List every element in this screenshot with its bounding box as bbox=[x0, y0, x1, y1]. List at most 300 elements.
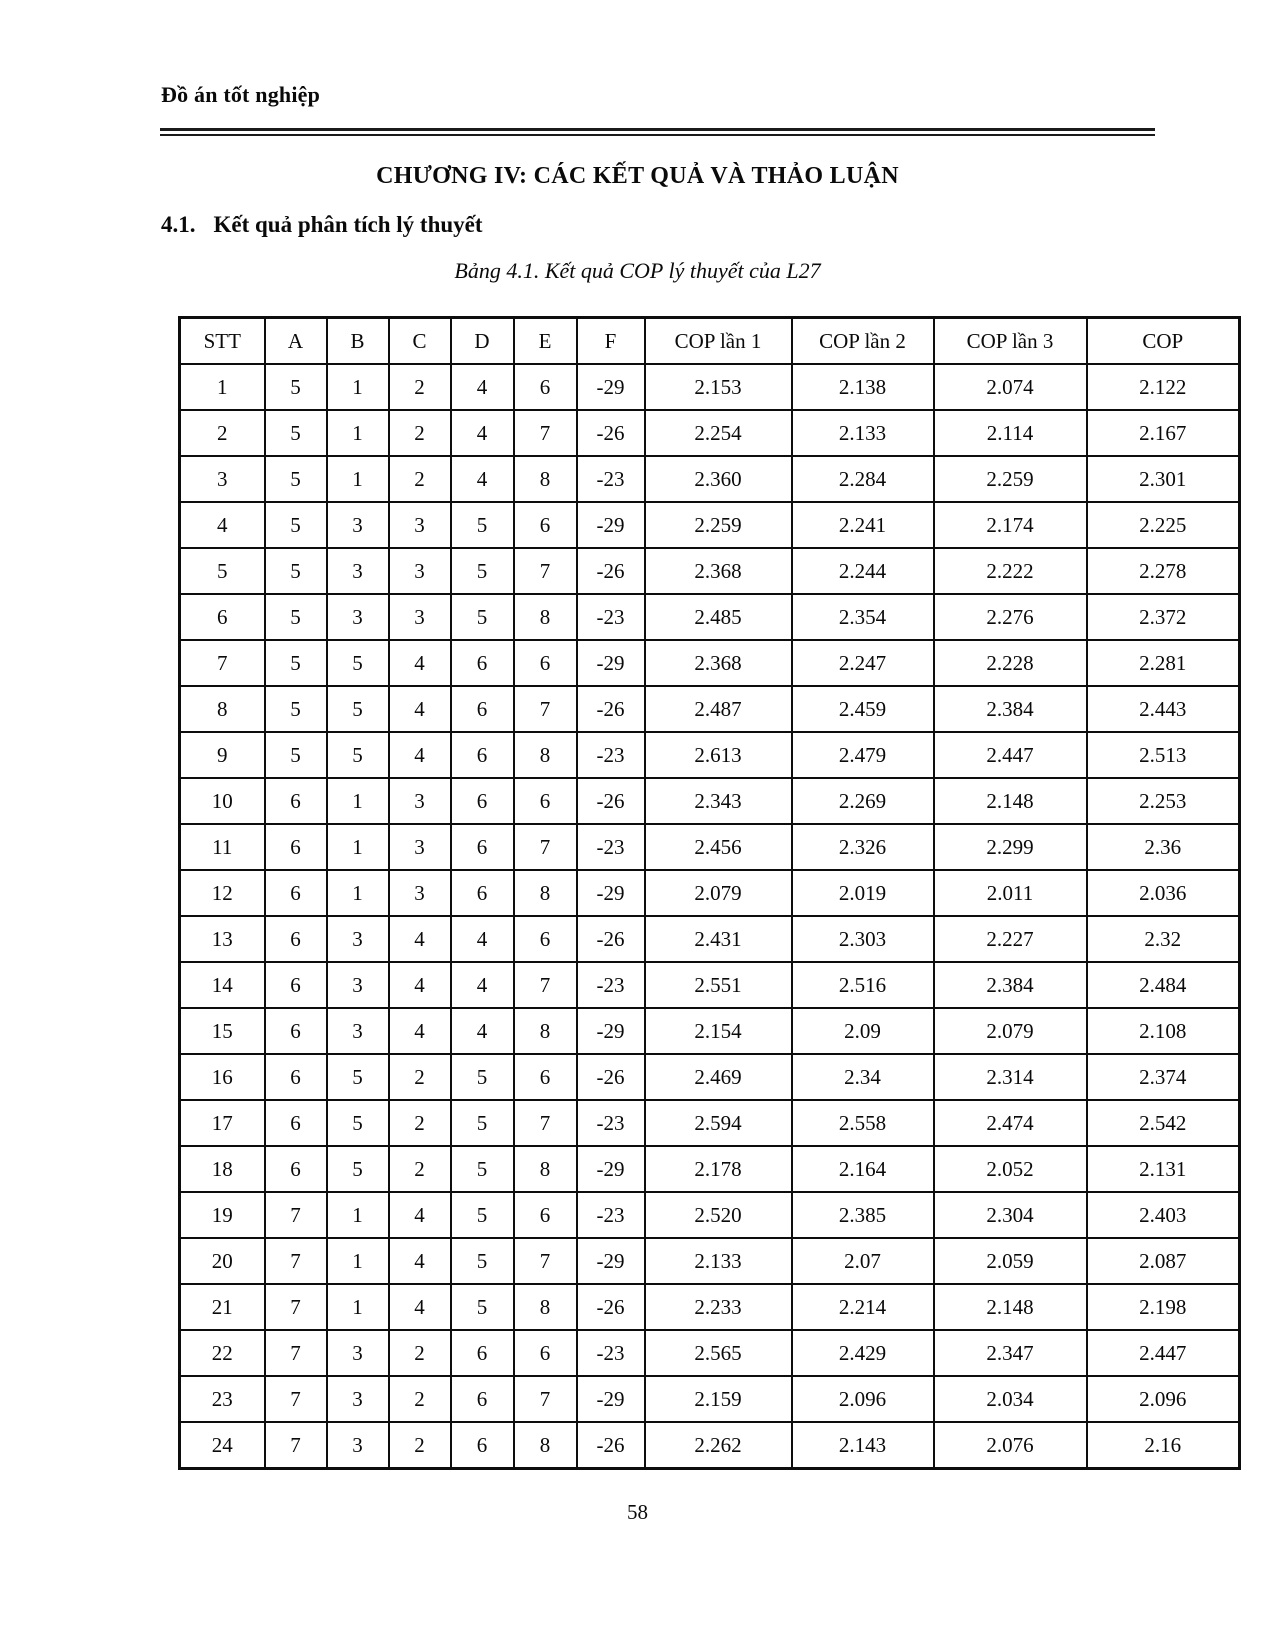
table-cell: 14 bbox=[180, 962, 265, 1008]
table-cell: 2.167 bbox=[1087, 410, 1240, 456]
table-cell: 2.447 bbox=[1087, 1330, 1240, 1376]
table-cell: 2.374 bbox=[1087, 1054, 1240, 1100]
table-cell: 2.164 bbox=[792, 1146, 934, 1192]
table-cell: 2.384 bbox=[934, 962, 1087, 1008]
table-cell: 2.304 bbox=[934, 1192, 1087, 1238]
table-cell: 6 bbox=[265, 1100, 327, 1146]
table-cell: 2.228 bbox=[934, 640, 1087, 686]
table-caption: Bảng 4.1. Kết quả COP lý thuyết của L27 bbox=[454, 258, 821, 283]
table-row bbox=[180, 1376, 1240, 1422]
table-cell: 2 bbox=[389, 410, 451, 456]
section-number: 4.1. bbox=[161, 212, 196, 237]
table-cell: -26 bbox=[577, 548, 645, 594]
table-cell: 7 bbox=[180, 640, 265, 686]
table-cell: 2.154 bbox=[645, 1008, 792, 1054]
table-cell: 4 bbox=[389, 916, 451, 962]
table-cell: 2.079 bbox=[934, 1008, 1087, 1054]
table-cell: 2.299 bbox=[934, 824, 1087, 870]
table-cell: 2.459 bbox=[792, 686, 934, 732]
table-cell: 7 bbox=[265, 1192, 327, 1238]
table-cell: 8 bbox=[514, 1008, 577, 1054]
table-cell: 1 bbox=[327, 456, 389, 502]
table-cell: 2.178 bbox=[645, 1146, 792, 1192]
table-cell: 2.096 bbox=[792, 1376, 934, 1422]
column-header: C bbox=[389, 318, 451, 365]
table-cell: 4 bbox=[451, 1008, 514, 1054]
table-cell: 7 bbox=[265, 1376, 327, 1422]
table-cell: 19 bbox=[180, 1192, 265, 1238]
table-cell: 6 bbox=[451, 732, 514, 778]
table-cell: 6 bbox=[265, 1146, 327, 1192]
table-body bbox=[180, 364, 1240, 1469]
table-cell: 2.301 bbox=[1087, 456, 1240, 502]
table-cell: 6 bbox=[451, 1376, 514, 1422]
table-cell: 1 bbox=[327, 778, 389, 824]
table-cell: 2.133 bbox=[792, 410, 934, 456]
column-header: COP lần 2 bbox=[792, 318, 934, 365]
table-row bbox=[180, 916, 1240, 962]
table-cell: 2.368 bbox=[645, 548, 792, 594]
section-title: Kết quả phân tích lý thuyết bbox=[213, 212, 483, 237]
table-cell: 5 bbox=[451, 1100, 514, 1146]
table-cell: 2.079 bbox=[645, 870, 792, 916]
table-cell: 7 bbox=[514, 1376, 577, 1422]
table-cell: 1 bbox=[327, 1192, 389, 1238]
column-header: COP lần 3 bbox=[934, 318, 1087, 365]
table-cell: 3 bbox=[327, 594, 389, 640]
table-cell: 2.036 bbox=[1087, 870, 1240, 916]
table-cell: 1 bbox=[327, 1238, 389, 1284]
table-cell: 2.284 bbox=[792, 456, 934, 502]
table-cell: 1 bbox=[327, 1284, 389, 1330]
table-cell: 2.254 bbox=[645, 410, 792, 456]
table-cell: 2.262 bbox=[645, 1422, 792, 1469]
table-cell: 4 bbox=[389, 686, 451, 732]
table-cell: 6 bbox=[451, 1422, 514, 1469]
table-cell: 2.551 bbox=[645, 962, 792, 1008]
table-cell: -23 bbox=[577, 962, 645, 1008]
table-cell: 2.314 bbox=[934, 1054, 1087, 1100]
table-cell: 5 bbox=[327, 640, 389, 686]
table-row bbox=[180, 1330, 1240, 1376]
table-cell: 2.143 bbox=[792, 1422, 934, 1469]
table-cell: 2.278 bbox=[1087, 548, 1240, 594]
table-cell: 6 bbox=[514, 502, 577, 548]
table-row bbox=[180, 410, 1240, 456]
table-cell: 2.076 bbox=[934, 1422, 1087, 1469]
table-cell: 3 bbox=[327, 502, 389, 548]
table-cell: -26 bbox=[577, 1422, 645, 1469]
table-row bbox=[180, 456, 1240, 502]
table-cell: 5 bbox=[327, 1146, 389, 1192]
table-row bbox=[180, 364, 1240, 410]
table-cell: 2.114 bbox=[934, 410, 1087, 456]
table-row bbox=[180, 1192, 1240, 1238]
table-cell: 6 bbox=[451, 870, 514, 916]
table-cell: 6 bbox=[265, 1054, 327, 1100]
table-cell: 6 bbox=[514, 778, 577, 824]
table-cell: 2.384 bbox=[934, 686, 1087, 732]
table-cell: 4 bbox=[389, 640, 451, 686]
table-cell: 3 bbox=[327, 962, 389, 1008]
table-cell: 5 bbox=[451, 502, 514, 548]
table-cell: 5 bbox=[451, 548, 514, 594]
section-heading bbox=[161, 212, 483, 238]
table-cell: 7 bbox=[514, 824, 577, 870]
table-cell: 6 bbox=[451, 824, 514, 870]
table-cell: 8 bbox=[514, 1422, 577, 1469]
table-cell: 7 bbox=[514, 1100, 577, 1146]
table-cell: 9 bbox=[180, 732, 265, 778]
table-cell: 6 bbox=[265, 778, 327, 824]
table-cell: -29 bbox=[577, 502, 645, 548]
table-cell: 2.456 bbox=[645, 824, 792, 870]
table-cell: 2.108 bbox=[1087, 1008, 1240, 1054]
table-cell: 8 bbox=[514, 870, 577, 916]
table-cell: 4 bbox=[451, 962, 514, 1008]
column-header: E bbox=[514, 318, 577, 365]
table-cell: 4 bbox=[389, 1284, 451, 1330]
table-cell: -23 bbox=[577, 594, 645, 640]
table-cell: 5 bbox=[327, 1100, 389, 1146]
table-cell: 6 bbox=[265, 824, 327, 870]
table-cell: 2.520 bbox=[645, 1192, 792, 1238]
table-cell: 2.281 bbox=[1087, 640, 1240, 686]
table-cell: 6 bbox=[265, 962, 327, 1008]
table-cell: 5 bbox=[327, 686, 389, 732]
table-cell: 5 bbox=[451, 1146, 514, 1192]
table-cell: 4 bbox=[389, 1008, 451, 1054]
table-cell: 2.516 bbox=[792, 962, 934, 1008]
table-cell: 2.247 bbox=[792, 640, 934, 686]
table-cell: 6 bbox=[265, 916, 327, 962]
table-cell: 2.16 bbox=[1087, 1422, 1240, 1469]
table-cell: 5 bbox=[265, 364, 327, 410]
column-header: COP bbox=[1087, 318, 1240, 365]
table-cell: -23 bbox=[577, 1100, 645, 1146]
column-header: STT bbox=[180, 318, 265, 365]
table-cell: 22 bbox=[180, 1330, 265, 1376]
chapter-title: CHƯƠNG IV: CÁC KẾT QUẢ VÀ THẢO LUẬN bbox=[376, 163, 899, 189]
table-row bbox=[180, 1008, 1240, 1054]
table-cell: 1 bbox=[327, 410, 389, 456]
table-cell: 6 bbox=[451, 640, 514, 686]
table-cell: 8 bbox=[180, 686, 265, 732]
table-cell: 7 bbox=[514, 1238, 577, 1284]
table-cell: -29 bbox=[577, 1008, 645, 1054]
table-cell: 2.122 bbox=[1087, 364, 1240, 410]
running-header: Đồ án tốt nghiệp bbox=[161, 82, 321, 107]
table-cell: 6 bbox=[180, 594, 265, 640]
table-row bbox=[180, 1284, 1240, 1330]
table-cell: 8 bbox=[514, 594, 577, 640]
table-cell: 2.431 bbox=[645, 916, 792, 962]
table-cell: 2.403 bbox=[1087, 1192, 1240, 1238]
table-cell: 20 bbox=[180, 1238, 265, 1284]
table-cell: 13 bbox=[180, 916, 265, 962]
table-cell: -26 bbox=[577, 916, 645, 962]
table-cell: 7 bbox=[514, 548, 577, 594]
table-cell: 4 bbox=[451, 410, 514, 456]
table-cell: 2.096 bbox=[1087, 1376, 1240, 1422]
table-cell: 15 bbox=[180, 1008, 265, 1054]
table-row bbox=[180, 824, 1240, 870]
table-cell: 2.214 bbox=[792, 1284, 934, 1330]
table-cell: 5 bbox=[451, 1238, 514, 1284]
table-cell: 2.269 bbox=[792, 778, 934, 824]
table-row bbox=[180, 732, 1240, 778]
table-cell: 7 bbox=[265, 1330, 327, 1376]
table-row bbox=[180, 640, 1240, 686]
table-cell: -26 bbox=[577, 1284, 645, 1330]
table-cell: 4 bbox=[451, 916, 514, 962]
table-cell: 6 bbox=[514, 640, 577, 686]
table-cell: 2.326 bbox=[792, 824, 934, 870]
table-cell: 3 bbox=[389, 548, 451, 594]
table-cell: -29 bbox=[577, 1376, 645, 1422]
table-cell: 2.447 bbox=[934, 732, 1087, 778]
table-cell: 2.484 bbox=[1087, 962, 1240, 1008]
table-cell: 5 bbox=[265, 686, 327, 732]
table-cell: 4 bbox=[389, 1192, 451, 1238]
table-cell: 8 bbox=[514, 732, 577, 778]
table-cell: 2 bbox=[389, 1146, 451, 1192]
table-cell: 3 bbox=[389, 594, 451, 640]
table-cell: 2.385 bbox=[792, 1192, 934, 1238]
table-cell: 5 bbox=[265, 640, 327, 686]
table-row bbox=[180, 548, 1240, 594]
table-cell: -26 bbox=[577, 686, 645, 732]
table-header-row bbox=[180, 318, 1240, 365]
table-cell: 7 bbox=[514, 962, 577, 1008]
table-cell: 2.011 bbox=[934, 870, 1087, 916]
table-cell: 6 bbox=[514, 364, 577, 410]
table-cell: 2.542 bbox=[1087, 1100, 1240, 1146]
table-cell: 2.485 bbox=[645, 594, 792, 640]
table-cell: 1 bbox=[327, 824, 389, 870]
column-header: D bbox=[451, 318, 514, 365]
table-cell: 2.32 bbox=[1087, 916, 1240, 962]
table-cell: 2 bbox=[389, 1054, 451, 1100]
table-row bbox=[180, 1238, 1240, 1284]
table-cell: -23 bbox=[577, 824, 645, 870]
table-cell: 4 bbox=[389, 732, 451, 778]
table-cell: 6 bbox=[451, 778, 514, 824]
table-cell: 2.019 bbox=[792, 870, 934, 916]
table-cell: 7 bbox=[265, 1238, 327, 1284]
table-cell: 2.34 bbox=[792, 1054, 934, 1100]
table-cell: -23 bbox=[577, 456, 645, 502]
table-cell: 2.565 bbox=[645, 1330, 792, 1376]
table-cell: 2.443 bbox=[1087, 686, 1240, 732]
table-cell: 3 bbox=[327, 1422, 389, 1469]
table-cell: 2.153 bbox=[645, 364, 792, 410]
table-cell: 7 bbox=[514, 410, 577, 456]
table-cell: -29 bbox=[577, 870, 645, 916]
table-cell: 8 bbox=[514, 1146, 577, 1192]
table-cell: 7 bbox=[265, 1284, 327, 1330]
table-cell: 2.347 bbox=[934, 1330, 1087, 1376]
table-cell: 2.372 bbox=[1087, 594, 1240, 640]
table-cell: 3 bbox=[327, 916, 389, 962]
table-cell: 12 bbox=[180, 870, 265, 916]
table-cell: 2 bbox=[389, 364, 451, 410]
table-cell: 2.558 bbox=[792, 1100, 934, 1146]
cop-results-table bbox=[178, 316, 1241, 1470]
table-cell: 4 bbox=[451, 456, 514, 502]
table-cell: 2.148 bbox=[934, 778, 1087, 824]
table-cell: 4 bbox=[389, 962, 451, 1008]
table-cell: 1 bbox=[180, 364, 265, 410]
table-cell: 3 bbox=[180, 456, 265, 502]
column-header: COP lần 1 bbox=[645, 318, 792, 365]
table-cell: 2.138 bbox=[792, 364, 934, 410]
table-cell: 2.36 bbox=[1087, 824, 1240, 870]
table-row bbox=[180, 962, 1240, 1008]
table-cell: -26 bbox=[577, 410, 645, 456]
table-cell: 2 bbox=[389, 1100, 451, 1146]
page-number: 58 bbox=[627, 1500, 648, 1524]
table-cell: 2.09 bbox=[792, 1008, 934, 1054]
table-cell: 2.174 bbox=[934, 502, 1087, 548]
table-cell: 6 bbox=[514, 1054, 577, 1100]
table-cell: 2.225 bbox=[1087, 502, 1240, 548]
table-cell: 5 bbox=[327, 732, 389, 778]
table-cell: 2.227 bbox=[934, 916, 1087, 962]
table-cell: 3 bbox=[389, 870, 451, 916]
table-cell: 2.479 bbox=[792, 732, 934, 778]
column-header: A bbox=[265, 318, 327, 365]
table-cell: 2.360 bbox=[645, 456, 792, 502]
table-cell: 7 bbox=[514, 686, 577, 732]
table-cell: 2.354 bbox=[792, 594, 934, 640]
table-cell: 5 bbox=[451, 1054, 514, 1100]
table-cell: 3 bbox=[327, 1330, 389, 1376]
table-cell: -23 bbox=[577, 732, 645, 778]
table-cell: 2 bbox=[180, 410, 265, 456]
table-cell: 23 bbox=[180, 1376, 265, 1422]
table-cell: 16 bbox=[180, 1054, 265, 1100]
table-cell: 5 bbox=[265, 594, 327, 640]
table-cell: 2 bbox=[389, 456, 451, 502]
table-row bbox=[180, 1100, 1240, 1146]
table-cell: 2 bbox=[389, 1330, 451, 1376]
table-cell: 2.368 bbox=[645, 640, 792, 686]
table-cell: 2.594 bbox=[645, 1100, 792, 1146]
table-cell: 3 bbox=[389, 778, 451, 824]
table-cell: 2 bbox=[389, 1376, 451, 1422]
table-cell: 3 bbox=[389, 824, 451, 870]
table-cell: 2.034 bbox=[934, 1376, 1087, 1422]
table-cell: 2.233 bbox=[645, 1284, 792, 1330]
table-cell: 17 bbox=[180, 1100, 265, 1146]
table-cell: 6 bbox=[265, 870, 327, 916]
table-row bbox=[180, 1054, 1240, 1100]
table-cell: 6 bbox=[265, 1008, 327, 1054]
table-cell: 2.159 bbox=[645, 1376, 792, 1422]
table-cell: 7 bbox=[265, 1422, 327, 1469]
table-cell: 6 bbox=[514, 916, 577, 962]
table-cell: 2.613 bbox=[645, 732, 792, 778]
table-cell: 6 bbox=[451, 686, 514, 732]
table-cell: 8 bbox=[514, 456, 577, 502]
table-cell: 2.074 bbox=[934, 364, 1087, 410]
table-cell: 2.487 bbox=[645, 686, 792, 732]
table-cell: 5 bbox=[180, 548, 265, 594]
table-cell: 2.07 bbox=[792, 1238, 934, 1284]
table-cell: -29 bbox=[577, 364, 645, 410]
table-cell: 24 bbox=[180, 1422, 265, 1469]
table-cell: -23 bbox=[577, 1330, 645, 1376]
table-cell: 3 bbox=[327, 548, 389, 594]
table-cell: 2.474 bbox=[934, 1100, 1087, 1146]
table-cell: 1 bbox=[327, 364, 389, 410]
table-cell: 1 bbox=[327, 870, 389, 916]
table-row bbox=[180, 1422, 1240, 1469]
table-cell: -29 bbox=[577, 1146, 645, 1192]
table-cell: 5 bbox=[265, 732, 327, 778]
table-cell: 5 bbox=[265, 548, 327, 594]
table-cell: 5 bbox=[327, 1054, 389, 1100]
table-cell: 21 bbox=[180, 1284, 265, 1330]
table-cell: 6 bbox=[451, 1330, 514, 1376]
table-cell: 2.244 bbox=[792, 548, 934, 594]
table-cell: 2.198 bbox=[1087, 1284, 1240, 1330]
table-cell: 2.222 bbox=[934, 548, 1087, 594]
table-cell: 3 bbox=[389, 502, 451, 548]
table-cell: 2.276 bbox=[934, 594, 1087, 640]
table-cell: 2.052 bbox=[934, 1146, 1087, 1192]
table-cell: 2.343 bbox=[645, 778, 792, 824]
table-cell: 4 bbox=[180, 502, 265, 548]
table-cell: 6 bbox=[514, 1330, 577, 1376]
table-cell: -29 bbox=[577, 1238, 645, 1284]
table-cell: 4 bbox=[389, 1238, 451, 1284]
table-cell: 2.429 bbox=[792, 1330, 934, 1376]
table-cell: 5 bbox=[451, 1192, 514, 1238]
table-cell: 4 bbox=[451, 364, 514, 410]
column-header: B bbox=[327, 318, 389, 365]
table-row bbox=[180, 870, 1240, 916]
table-cell: 2.253 bbox=[1087, 778, 1240, 824]
table-cell: 2.133 bbox=[645, 1238, 792, 1284]
table-cell: 2 bbox=[389, 1422, 451, 1469]
table-row bbox=[180, 502, 1240, 548]
header-rule-divider bbox=[160, 128, 1155, 136]
table-row bbox=[180, 1146, 1240, 1192]
table-cell: -29 bbox=[577, 640, 645, 686]
table-cell: 2.513 bbox=[1087, 732, 1240, 778]
table-cell: 2.259 bbox=[934, 456, 1087, 502]
table-cell: 18 bbox=[180, 1146, 265, 1192]
table-cell: 2.259 bbox=[645, 502, 792, 548]
column-header: F bbox=[577, 318, 645, 365]
table-cell: 11 bbox=[180, 824, 265, 870]
table-row bbox=[180, 318, 1240, 365]
table-cell: 3 bbox=[327, 1376, 389, 1422]
table-cell: 10 bbox=[180, 778, 265, 824]
table-cell: 2.241 bbox=[792, 502, 934, 548]
table-row bbox=[180, 778, 1240, 824]
table-cell: 3 bbox=[327, 1008, 389, 1054]
table-cell: 2.059 bbox=[934, 1238, 1087, 1284]
table-cell: 5 bbox=[265, 456, 327, 502]
table-cell: 2.148 bbox=[934, 1284, 1087, 1330]
table-cell: 5 bbox=[451, 1284, 514, 1330]
table-cell: 2.087 bbox=[1087, 1238, 1240, 1284]
table-cell: 2.131 bbox=[1087, 1146, 1240, 1192]
table-cell: 2.469 bbox=[645, 1054, 792, 1100]
